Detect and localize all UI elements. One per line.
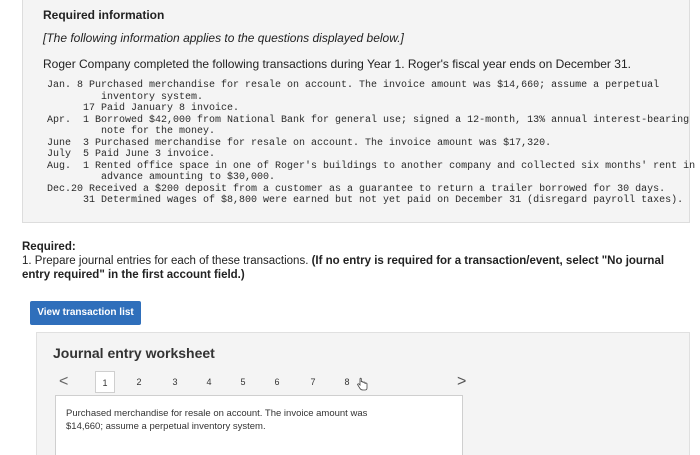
description-line: Purchased merchandise for resale on account. The invoice amount was xyxy=(66,408,368,419)
transaction-line: 17 Paid January 8 invoice. xyxy=(47,103,240,114)
page-tab-4[interactable]: 4 xyxy=(206,377,212,387)
transaction-description-box xyxy=(55,395,463,455)
required-title: Required: xyxy=(22,241,76,253)
transaction-line: Dec.20 Received a $200 deposit from a customer as a guarantee to return a trailer borrowed for 30 days. xyxy=(47,183,666,195)
transaction-line: note for the money. xyxy=(47,126,216,137)
page-tab-6[interactable]: 6 xyxy=(274,377,280,387)
page-tab-5[interactable]: 5 xyxy=(240,377,246,387)
transaction-line: July 5 Paid June 3 invoice. xyxy=(47,149,216,160)
transaction-line: June 3 Purchased merchandise for resale on account. The invoice amount was $17,320. xyxy=(47,137,552,149)
transaction-line: Apr. 1 Borrowed $42,000 from National Bank for general use; signed a 12-month, 13% annual interest-bearing xyxy=(47,114,690,126)
page-tab-2[interactable]: 2 xyxy=(136,377,142,387)
transaction-list xyxy=(47,80,695,207)
hand-cursor-icon xyxy=(355,377,369,391)
transaction-line: advance amounting to $30,000. xyxy=(47,172,276,183)
view-transaction-list-button[interactable]: View transaction list xyxy=(30,301,141,325)
page-tab-7[interactable]: 7 xyxy=(310,377,316,387)
page-tab-8[interactable]: 8 xyxy=(344,377,350,387)
transaction-line: inventory system. xyxy=(47,91,204,103)
required-line xyxy=(22,254,672,282)
previous-arrow-icon[interactable]: < xyxy=(59,373,69,390)
page-tab-3[interactable]: 3 xyxy=(172,377,178,387)
required-information-heading: Required information xyxy=(43,8,165,22)
required-bold-note: (If no entry is required for a transaction/event, select "No journal entry required" in the first account field.) xyxy=(22,255,665,281)
description-line: $14,660; assume a perpetual inventory system. xyxy=(66,420,266,432)
page-tab-1[interactable]: 1 xyxy=(95,371,115,393)
intro-text: Roger Company completed the following transactions during Year 1. Roger's fiscal year ends on December 31. xyxy=(43,57,631,71)
transaction-line: Jan. 8 Purchased merchandise for resale on account. The invoice amount was $14,660; assume a perpetual xyxy=(47,80,660,91)
next-arrow-icon[interactable]: > xyxy=(457,373,467,390)
transaction-line: Aug. 1 Rented office space in one of Roger's buildings to another company and collected six months' rent in xyxy=(47,160,696,172)
transaction-line: 31 Determined wages of $8,800 were earned but not yet paid on December 31 (disregard payroll taxes). xyxy=(47,195,684,206)
transaction-description xyxy=(66,408,367,433)
information-panel xyxy=(22,0,696,223)
applies-note: [The following information applies to the questions displayed below.] xyxy=(43,31,404,45)
journal-entry-worksheet xyxy=(36,332,690,455)
required-text: 1. Prepare journal entries for each of these transactions. xyxy=(22,255,309,267)
required-instructions xyxy=(22,240,672,282)
worksheet-title: Journal entry worksheet xyxy=(53,345,215,361)
